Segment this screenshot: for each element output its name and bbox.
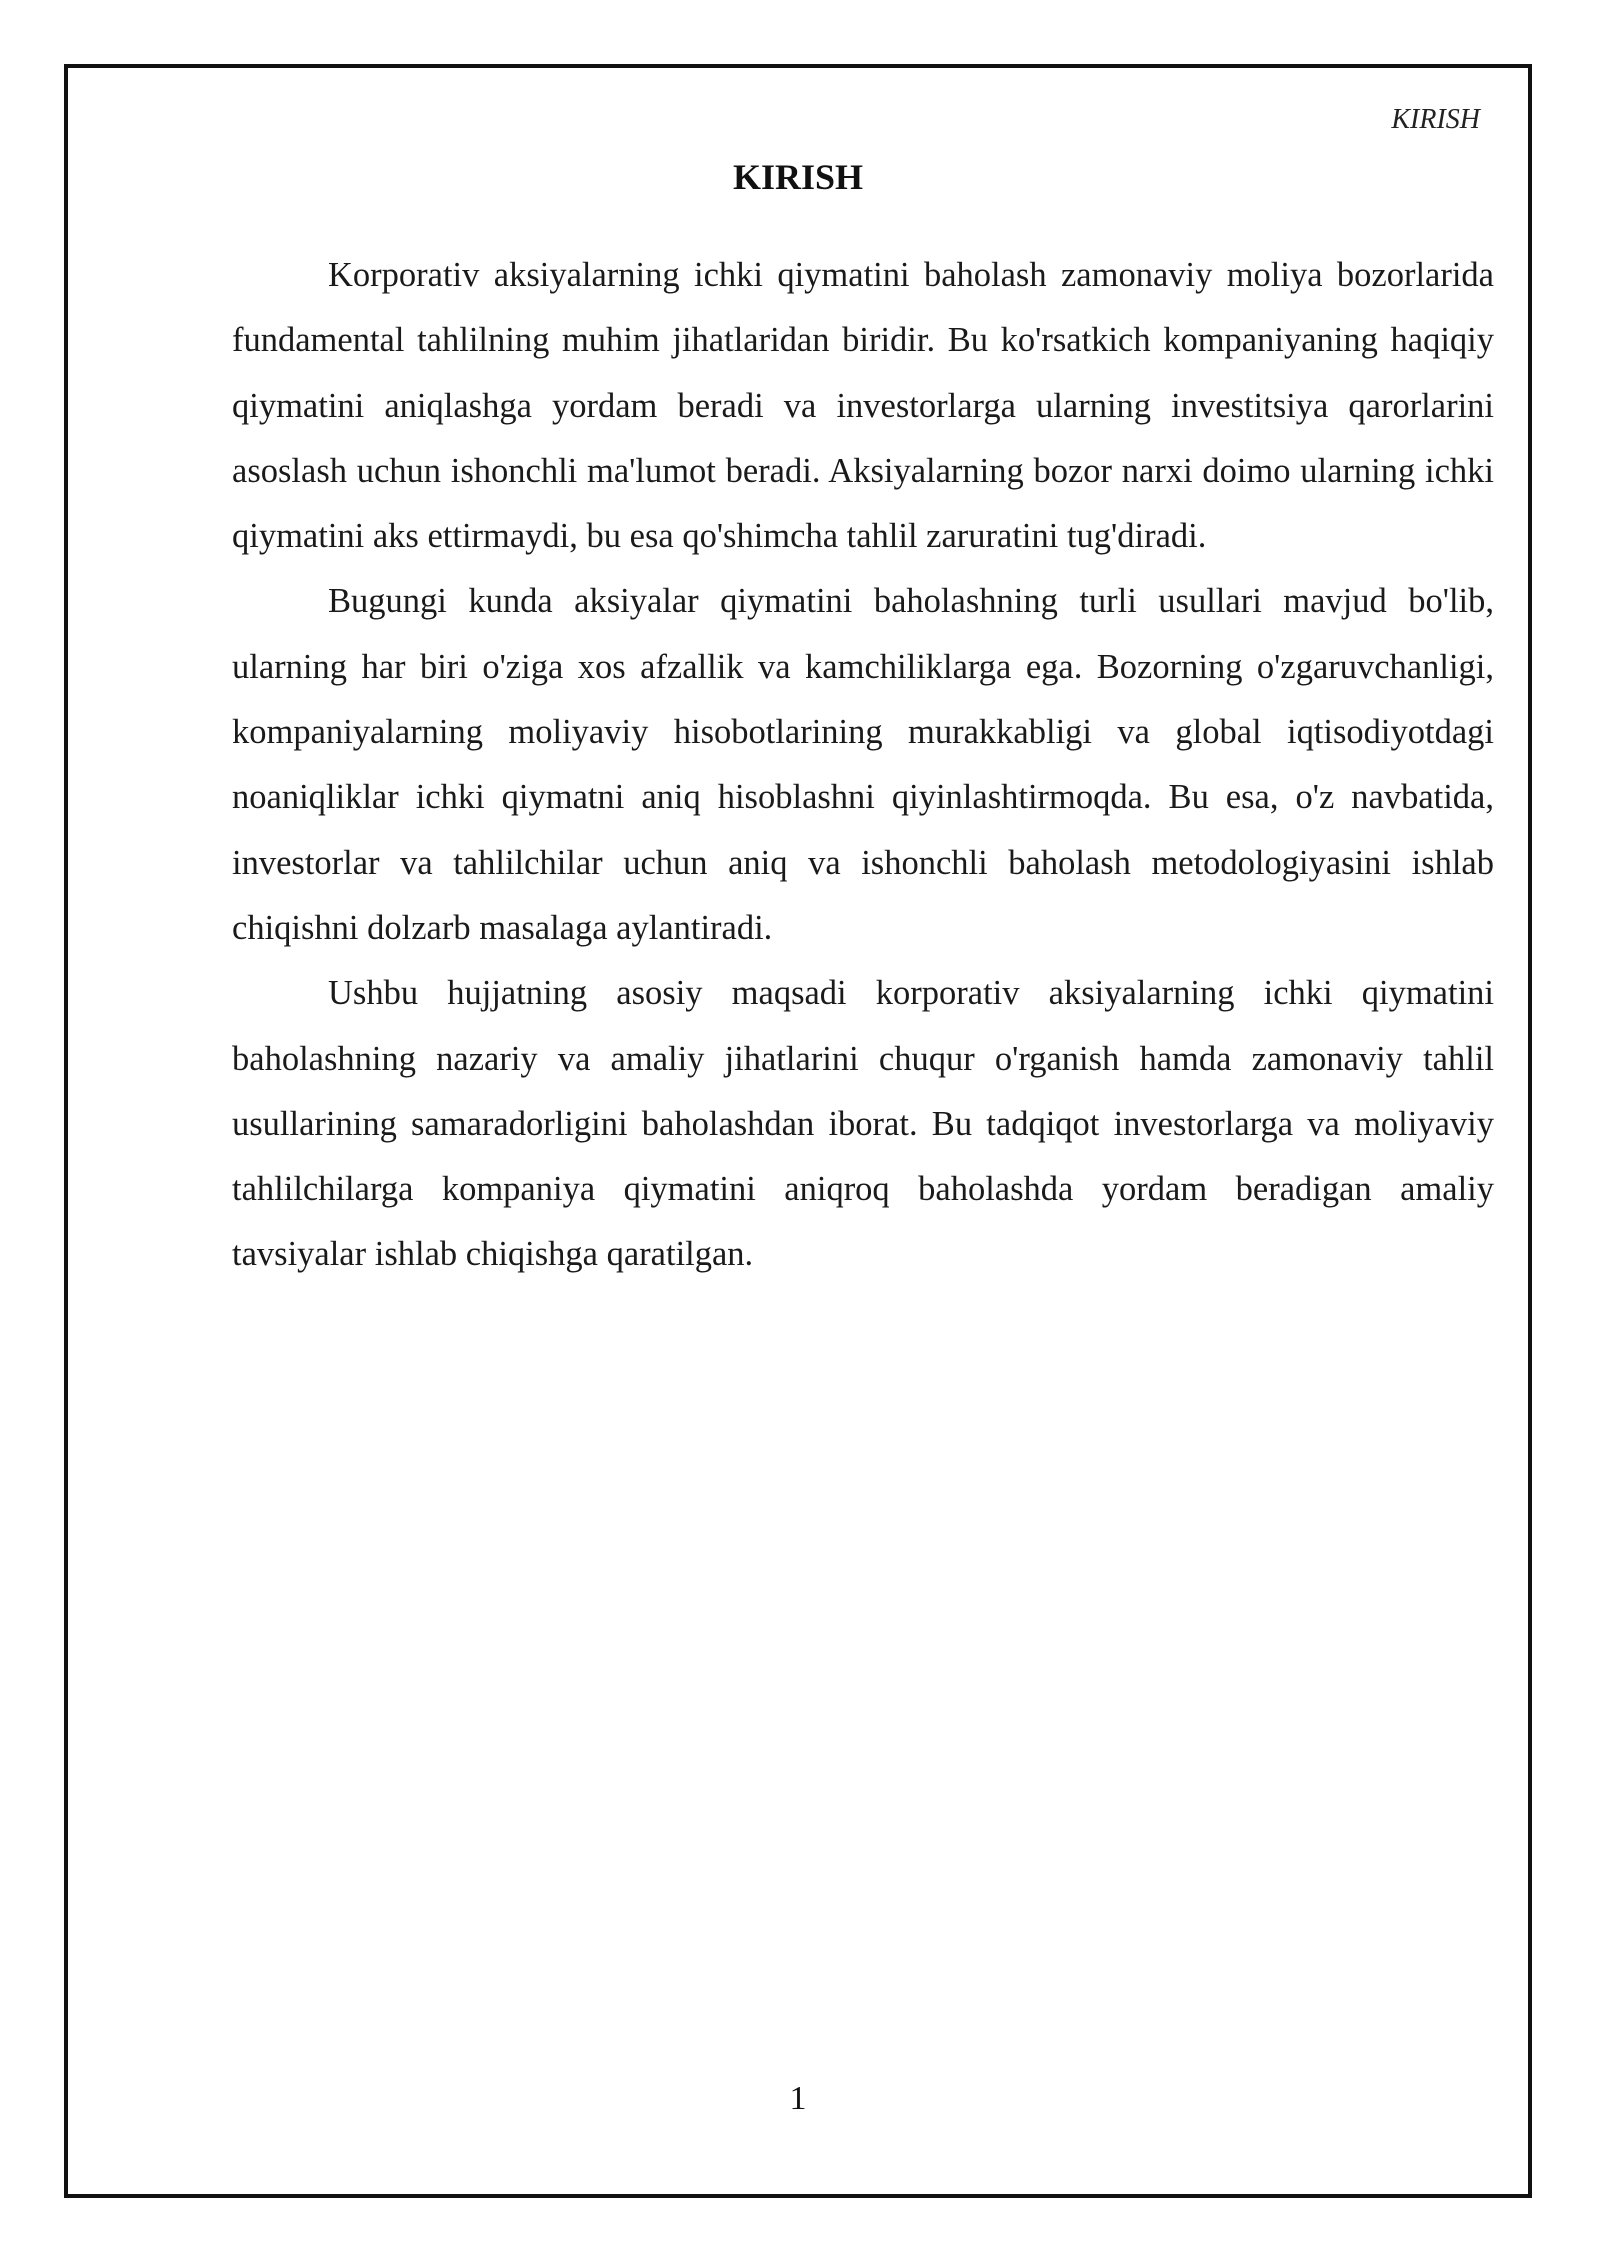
paragraph-3: Ushbu hujjatning asosiy maqsadi korporativ aksiyalarning ichki qiymatini baholashning nazariy va amaliy jihatlarini chuqur o'rganish hamda zamonaviy tahlil usullarining samaradorligini baholashdan iborat. Bu tadqiqot investorlarga va moliyaviy tahlilchilarga kompaniya qiymatini aniqroq baholashda yordam beradigan amaliy tavsiyalar ishlab chiqishga qaratilgan. xyxy=(232,974,1494,1274)
page-frame xyxy=(64,64,1532,2198)
paragraph-1: Korporativ aksiyalarning ichki qiymatini baholash zamonaviy moliya bozorlarida fundamental tahlilning muhim jihatlaridan biridir. Bu ko'rsatkich kompaniyaning haqiqiy qiymatini aniqlashga yordam beradi va investorlarga ularning investitsiya qarorlarini asoslash uchun ishonchli ma'lumot beradi. Aksiyalarning bozor narxi doimo ularning ichki qiymatini aks ettirmaydi, bu esa qo'shimcha tahlil zaruratini tug'diradi. xyxy=(232,256,1494,556)
page-number: 1 xyxy=(789,2080,807,2117)
body-text xyxy=(232,243,1494,1288)
paragraph-2: Bugungi kunda aksiyalar qiymatini baholashning turli usullari mavjud bo'lib, ularning har biri o'ziga xos afzallik va kamchiliklarga ega. Bozorning o'zgaruvchanligi, kompaniyalarning moliyaviy hisobotlarining murakkabligi va global iqtisodiyotdagi noaniqliklar ichki qiymatni aniq hisoblashni qiyinlashtirmoqda. Bu esa, o'z navbatida, investorlar va tahlilchilar uchun aniq va ishonchli baholash metodologiyasini ishlab chiqishni dolzarb masalaga aylantiradi. xyxy=(232,582,1494,947)
running-header: KIRISH xyxy=(1391,104,1480,135)
document-title: KIRISH xyxy=(732,157,864,197)
